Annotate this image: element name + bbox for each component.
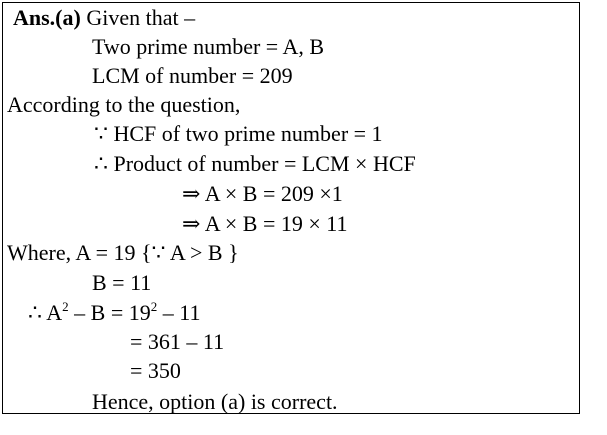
product-step-2: ⇒ A × B = 19 × 11 xyxy=(182,211,348,236)
result-a: ∴ A xyxy=(28,300,63,325)
conclusion-line: Hence, option (a) is correct. xyxy=(92,389,338,414)
b-value-line: B = 11 xyxy=(92,270,152,295)
result-step-1: = 361 – 11 xyxy=(130,329,225,354)
product-line: ∴ Product of number = LCM × HCF xyxy=(94,151,416,176)
result-b: – B = 19 xyxy=(68,300,151,325)
result-c: – 11 xyxy=(157,300,201,325)
given-lcm: LCM of number = 209 xyxy=(92,63,293,88)
result-sup-1: 2 xyxy=(62,299,69,314)
result-step-2: = 350 xyxy=(130,358,181,383)
according-line: According to the question, xyxy=(7,92,241,117)
answer-label: Ans.(a) xyxy=(13,5,81,30)
result-sup-2: 2 xyxy=(150,299,158,314)
product-step-1: ⇒ A × B = 209 ×1 xyxy=(182,181,343,206)
hcf-line: ∵ HCF of two prime number = 1 xyxy=(94,121,383,146)
where-line: Where, A = 19 {∵ A > B } xyxy=(7,240,239,265)
answer-heading xyxy=(13,5,195,31)
given-primes: Two prime number = A, B xyxy=(92,34,325,59)
result-expression xyxy=(28,300,200,326)
answer-intro: Given that – xyxy=(86,5,196,30)
